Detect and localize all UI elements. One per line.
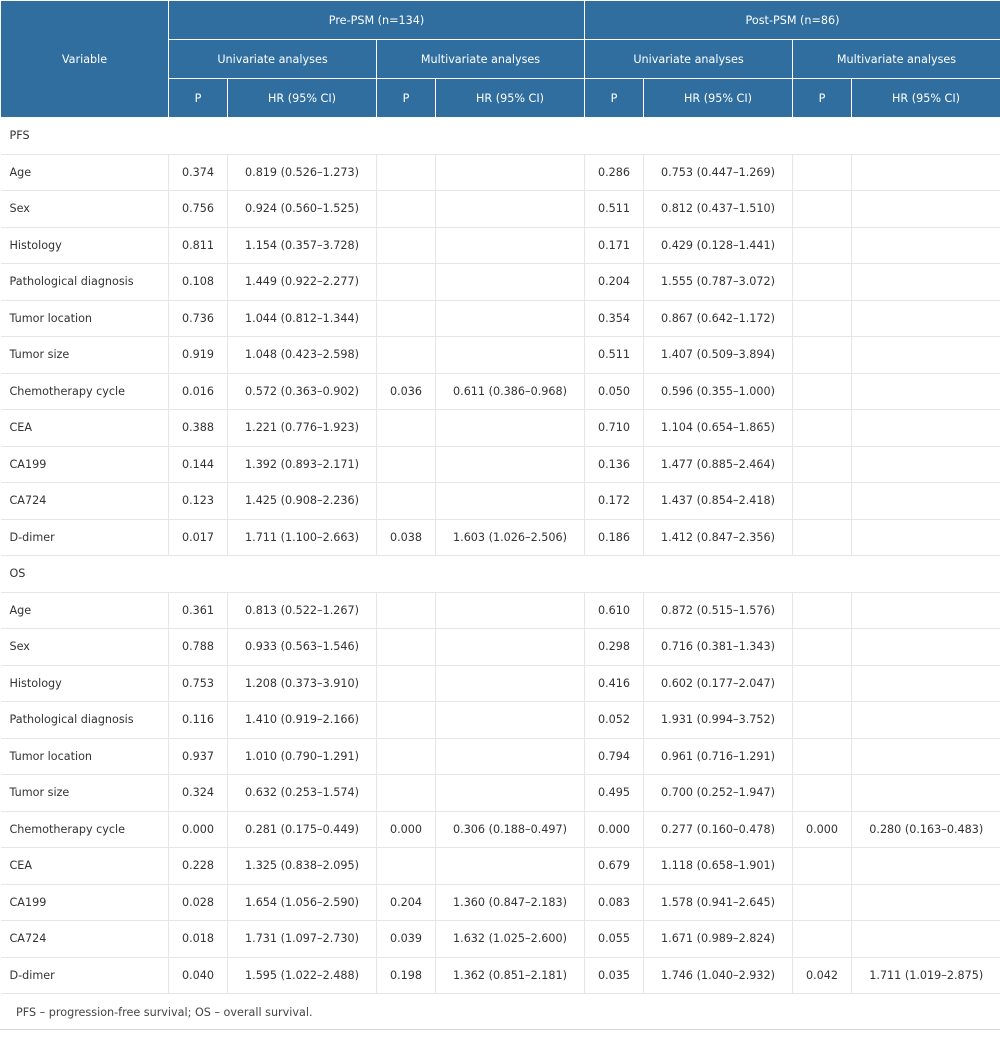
footnote: PFS – progression-free survival; OS – overall survival. [0, 994, 1000, 1030]
pre-multivariate-hr-cell [436, 775, 585, 812]
pre-univariate-p-cell: 0.018 [169, 921, 228, 958]
pre-multivariate-p-cell [377, 629, 436, 666]
pre-univariate-p-cell: 0.017 [169, 519, 228, 556]
table-row [1, 811, 1000, 848]
pre-univariate-p-cell: 0.123 [169, 483, 228, 520]
pre-multivariate-hr-cell: 0.611 (0.386–0.968) [436, 373, 585, 410]
pre-multivariate-p-cell [377, 264, 436, 301]
table-row [1, 446, 1000, 483]
pre-psm-header: Pre-PSM (n=134) [169, 1, 585, 40]
post-multivariate-p-cell [793, 702, 852, 739]
section-label: OS [1, 556, 1000, 593]
pre-multivariate-hr-cell [436, 410, 585, 447]
pre-multivariate-p-cell [377, 665, 436, 702]
p-header: P [585, 79, 644, 118]
hr-header: HR (95% CI) [436, 79, 585, 118]
pre-univariate-hr-cell: 1.208 (0.373–3.910) [228, 665, 377, 702]
post-multivariate-p-cell [793, 410, 852, 447]
post-univariate-hr-cell: 1.477 (0.885–2.464) [644, 446, 793, 483]
pre-multivariate-p-cell [377, 337, 436, 374]
table-row [1, 738, 1000, 775]
post-univariate-hr-cell: 1.118 (0.658–1.901) [644, 848, 793, 885]
pre-univariate-hr-cell: 1.154 (0.357–3.728) [228, 227, 377, 264]
p-header: P [793, 79, 852, 118]
table-row [1, 702, 1000, 739]
variable-cell: CA724 [1, 483, 169, 520]
pre-multivariate-hr-cell [436, 738, 585, 775]
post-univariate-p-cell: 0.298 [585, 629, 644, 666]
post-univariate-hr-cell: 1.407 (0.509–3.894) [644, 337, 793, 374]
pre-univariate-p-cell: 0.811 [169, 227, 228, 264]
table-row [1, 629, 1000, 666]
pre-multivariate-p-cell [377, 848, 436, 885]
pre-univariate-hr-cell: 1.048 (0.423–2.598) [228, 337, 377, 374]
post-univariate-hr-cell: 0.872 (0.515–1.576) [644, 592, 793, 629]
pre-univariate-hr-cell: 0.281 (0.175–0.449) [228, 811, 377, 848]
post-multivariate-hr-cell [852, 300, 1000, 337]
pre-multivariate-hr-cell: 1.632 (1.025–2.600) [436, 921, 585, 958]
p-header: P [377, 79, 436, 118]
pre-multivariate-p-cell: 0.036 [377, 373, 436, 410]
table-row [1, 519, 1000, 556]
pre-univariate-hr-cell: 0.813 (0.522–1.267) [228, 592, 377, 629]
pre-univariate-hr-cell: 0.632 (0.253–1.574) [228, 775, 377, 812]
post-multivariate-hr-cell [852, 702, 1000, 739]
post-multivariate-hr-cell [852, 665, 1000, 702]
table-row [1, 848, 1000, 885]
post-multivariate-hr-cell [852, 519, 1000, 556]
variable-cell: Chemotherapy cycle [1, 373, 169, 410]
pre-multivariate-p-cell: 0.000 [377, 811, 436, 848]
pre-univariate-hr-cell: 1.410 (0.919–2.166) [228, 702, 377, 739]
post-multivariate-p-cell [793, 884, 852, 921]
pre-multivariate-hr-cell [436, 227, 585, 264]
table-row [1, 921, 1000, 958]
pre-univariate-hr-cell: 1.595 (1.022–2.488) [228, 957, 377, 994]
post-multivariate-p-cell [793, 264, 852, 301]
pre-univariate-p-cell: 0.374 [169, 154, 228, 191]
hr-header: HR (95% CI) [644, 79, 793, 118]
pre-multivariate-hr-cell [436, 483, 585, 520]
post-univariate-p-cell: 0.083 [585, 884, 644, 921]
table-row [1, 483, 1000, 520]
variable-cell: CEA [1, 848, 169, 885]
pre-univariate-p-cell: 0.108 [169, 264, 228, 301]
post-multivariate-p-cell [793, 227, 852, 264]
post-multivariate-hr-cell [852, 264, 1000, 301]
pre-univariate-p-cell: 0.016 [169, 373, 228, 410]
variable-cell: CEA [1, 410, 169, 447]
pre-univariate-p-cell: 0.040 [169, 957, 228, 994]
pre-multivariate-p-cell [377, 483, 436, 520]
post-univariate-p-cell: 0.035 [585, 957, 644, 994]
pre-univariate-hr-cell: 1.221 (0.776–1.923) [228, 410, 377, 447]
pre-multivariate-p-cell [377, 446, 436, 483]
pre-univariate-p-cell: 0.144 [169, 446, 228, 483]
post-univariate-hr-cell: 1.412 (0.847–2.356) [644, 519, 793, 556]
post-multivariate-hr-cell [852, 483, 1000, 520]
post-univariate-p-cell: 0.511 [585, 337, 644, 374]
post-univariate-hr-cell: 1.931 (0.994–3.752) [644, 702, 793, 739]
pre-univariate-p-cell: 0.736 [169, 300, 228, 337]
post-multivariate-hr-cell: 1.711 (1.019–2.875) [852, 957, 1000, 994]
post-multivariate-p-cell [793, 592, 852, 629]
pre-univariate-p-cell: 0.361 [169, 592, 228, 629]
post-univariate-p-cell: 0.495 [585, 775, 644, 812]
variable-cell: Sex [1, 629, 169, 666]
post-univariate-hr-cell: 0.716 (0.381–1.343) [644, 629, 793, 666]
hr-header: HR (95% CI) [228, 79, 377, 118]
pre-multivariate-hr-cell [436, 337, 585, 374]
post-multivariate-hr-cell [852, 848, 1000, 885]
post-univariate-hr-cell: 1.555 (0.787–3.072) [644, 264, 793, 301]
post-univariate-hr-cell: 0.596 (0.355–1.000) [644, 373, 793, 410]
pre-univariate-hr-cell: 1.044 (0.812–1.344) [228, 300, 377, 337]
pre-multivariate-p-cell [377, 738, 436, 775]
section-label: PFS [1, 118, 1000, 155]
pre-multivariate-hr-cell [436, 446, 585, 483]
pre-univariate-hr-cell: 1.010 (0.790–1.291) [228, 738, 377, 775]
post-multivariate-hr-cell [852, 738, 1000, 775]
post-multivariate-header: Multivariate analyses [793, 40, 1000, 79]
post-univariate-p-cell: 0.610 [585, 592, 644, 629]
variable-cell: Tumor location [1, 300, 169, 337]
pre-multivariate-p-cell [377, 191, 436, 228]
pre-univariate-p-cell: 0.116 [169, 702, 228, 739]
post-multivariate-p-cell [793, 519, 852, 556]
section-row [1, 556, 1000, 593]
variable-cell: Pathological diagnosis [1, 702, 169, 739]
pre-univariate-p-cell: 0.937 [169, 738, 228, 775]
pre-multivariate-header: Multivariate analyses [377, 40, 585, 79]
pre-multivariate-hr-cell [436, 848, 585, 885]
post-univariate-hr-cell: 0.700 (0.252–1.947) [644, 775, 793, 812]
table-row [1, 227, 1000, 264]
variable-cell: Tumor size [1, 337, 169, 374]
post-multivariate-p-cell [793, 446, 852, 483]
post-multivariate-p-cell [793, 738, 852, 775]
pre-multivariate-hr-cell [436, 592, 585, 629]
post-multivariate-p-cell [793, 921, 852, 958]
post-univariate-p-cell: 0.511 [585, 191, 644, 228]
post-multivariate-hr-cell [852, 373, 1000, 410]
post-univariate-hr-cell: 0.753 (0.447–1.269) [644, 154, 793, 191]
post-multivariate-p-cell: 0.000 [793, 811, 852, 848]
pre-multivariate-p-cell: 0.204 [377, 884, 436, 921]
post-multivariate-p-cell [793, 483, 852, 520]
post-multivariate-hr-cell [852, 884, 1000, 921]
post-multivariate-hr-cell [852, 337, 1000, 374]
pre-multivariate-hr-cell: 1.603 (1.026–2.506) [436, 519, 585, 556]
pre-univariate-hr-cell: 1.392 (0.893–2.171) [228, 446, 377, 483]
variable-cell: Sex [1, 191, 169, 228]
post-multivariate-p-cell [793, 300, 852, 337]
variable-cell: CA199 [1, 446, 169, 483]
pre-multivariate-hr-cell: 0.306 (0.188–0.497) [436, 811, 585, 848]
post-univariate-hr-cell: 0.429 (0.128–1.441) [644, 227, 793, 264]
post-univariate-p-cell: 0.204 [585, 264, 644, 301]
pre-univariate-hr-cell: 0.819 (0.526–1.273) [228, 154, 377, 191]
variable-cell: Histology [1, 665, 169, 702]
post-univariate-hr-cell: 1.578 (0.941–2.645) [644, 884, 793, 921]
variable-cell: Tumor location [1, 738, 169, 775]
post-multivariate-p-cell [793, 154, 852, 191]
post-univariate-p-cell: 0.416 [585, 665, 644, 702]
post-multivariate-hr-cell [852, 446, 1000, 483]
variable-cell: D-dimer [1, 957, 169, 994]
post-univariate-p-cell: 0.055 [585, 921, 644, 958]
pre-multivariate-hr-cell [436, 264, 585, 301]
variable-cell: Chemotherapy cycle [1, 811, 169, 848]
post-multivariate-hr-cell [852, 921, 1000, 958]
post-univariate-p-cell: 0.679 [585, 848, 644, 885]
table-row [1, 300, 1000, 337]
pre-univariate-p-cell: 0.919 [169, 337, 228, 374]
variable-cell: CA199 [1, 884, 169, 921]
p-header: P [169, 79, 228, 118]
table-row [1, 191, 1000, 228]
variable-cell: Pathological diagnosis [1, 264, 169, 301]
post-univariate-p-cell: 0.052 [585, 702, 644, 739]
post-multivariate-hr-cell [852, 410, 1000, 447]
section-row [1, 118, 1000, 155]
table-header [1, 1, 1000, 118]
post-multivariate-p-cell [793, 775, 852, 812]
table-row [1, 154, 1000, 191]
post-multivariate-hr-cell [852, 775, 1000, 812]
pre-univariate-hr-cell: 1.449 (0.922–2.277) [228, 264, 377, 301]
pre-multivariate-p-cell [377, 410, 436, 447]
post-multivariate-p-cell [793, 191, 852, 228]
table-body [1, 118, 1000, 994]
post-multivariate-hr-cell [852, 629, 1000, 666]
post-multivariate-hr-cell [852, 592, 1000, 629]
hr-header: HR (95% CI) [852, 79, 1000, 118]
pre-multivariate-p-cell: 0.198 [377, 957, 436, 994]
post-univariate-header: Univariate analyses [585, 40, 793, 79]
post-multivariate-p-cell: 0.042 [793, 957, 852, 994]
table-row [1, 957, 1000, 994]
post-univariate-p-cell: 0.186 [585, 519, 644, 556]
pre-multivariate-p-cell: 0.038 [377, 519, 436, 556]
variable-cell: Age [1, 154, 169, 191]
pre-univariate-p-cell: 0.788 [169, 629, 228, 666]
post-multivariate-p-cell [793, 373, 852, 410]
table-row [1, 410, 1000, 447]
post-multivariate-p-cell [793, 665, 852, 702]
pre-multivariate-p-cell [377, 702, 436, 739]
pre-univariate-p-cell: 0.028 [169, 884, 228, 921]
post-univariate-p-cell: 0.136 [585, 446, 644, 483]
variable-cell: Age [1, 592, 169, 629]
pre-multivariate-p-cell [377, 775, 436, 812]
table-row [1, 373, 1000, 410]
pre-univariate-hr-cell: 0.933 (0.563–1.546) [228, 629, 377, 666]
pre-multivariate-p-cell [377, 592, 436, 629]
variable-cell: CA724 [1, 921, 169, 958]
pre-univariate-p-cell: 0.753 [169, 665, 228, 702]
post-univariate-hr-cell: 0.812 (0.437–1.510) [644, 191, 793, 228]
post-univariate-p-cell: 0.171 [585, 227, 644, 264]
post-univariate-p-cell: 0.710 [585, 410, 644, 447]
table-row [1, 775, 1000, 812]
post-multivariate-p-cell [793, 337, 852, 374]
pre-univariate-p-cell: 0.388 [169, 410, 228, 447]
pre-univariate-p-cell: 0.000 [169, 811, 228, 848]
post-univariate-hr-cell: 1.437 (0.854–2.418) [644, 483, 793, 520]
post-univariate-hr-cell: 0.277 (0.160–0.478) [644, 811, 793, 848]
post-multivariate-hr-cell [852, 227, 1000, 264]
post-univariate-hr-cell: 0.602 (0.177–2.047) [644, 665, 793, 702]
post-multivariate-p-cell [793, 848, 852, 885]
pre-multivariate-p-cell [377, 300, 436, 337]
post-multivariate-hr-cell: 0.280 (0.163–0.483) [852, 811, 1000, 848]
post-multivariate-p-cell [793, 629, 852, 666]
post-univariate-hr-cell: 1.104 (0.654–1.865) [644, 410, 793, 447]
table-row [1, 337, 1000, 374]
pre-multivariate-p-cell [377, 227, 436, 264]
post-multivariate-hr-cell [852, 191, 1000, 228]
post-univariate-hr-cell: 0.961 (0.716–1.291) [644, 738, 793, 775]
table-row [1, 884, 1000, 921]
post-univariate-p-cell: 0.050 [585, 373, 644, 410]
post-univariate-p-cell: 0.354 [585, 300, 644, 337]
post-univariate-hr-cell: 1.671 (0.989–2.824) [644, 921, 793, 958]
table-row [1, 665, 1000, 702]
table-row [1, 592, 1000, 629]
pre-univariate-p-cell: 0.228 [169, 848, 228, 885]
pre-univariate-hr-cell: 1.711 (1.100–2.663) [228, 519, 377, 556]
post-univariate-hr-cell: 1.746 (1.040–2.932) [644, 957, 793, 994]
post-multivariate-hr-cell [852, 154, 1000, 191]
pre-univariate-p-cell: 0.756 [169, 191, 228, 228]
pre-univariate-p-cell: 0.324 [169, 775, 228, 812]
pre-multivariate-p-cell: 0.039 [377, 921, 436, 958]
post-univariate-p-cell: 0.172 [585, 483, 644, 520]
pre-multivariate-hr-cell [436, 154, 585, 191]
pre-multivariate-hr-cell [436, 629, 585, 666]
pre-multivariate-hr-cell: 1.360 (0.847–2.183) [436, 884, 585, 921]
post-univariate-hr-cell: 0.867 (0.642–1.172) [644, 300, 793, 337]
pre-univariate-header: Univariate analyses [169, 40, 377, 79]
post-psm-header: Post-PSM (n=86) [585, 1, 1000, 40]
pre-univariate-hr-cell: 1.731 (1.097–2.730) [228, 921, 377, 958]
pre-univariate-hr-cell: 0.924 (0.560–1.525) [228, 191, 377, 228]
variable-cell: D-dimer [1, 519, 169, 556]
post-univariate-p-cell: 0.794 [585, 738, 644, 775]
table-row [1, 264, 1000, 301]
pre-multivariate-hr-cell [436, 191, 585, 228]
variable-header: Variable [1, 1, 169, 118]
pre-univariate-hr-cell: 1.325 (0.838–2.095) [228, 848, 377, 885]
pre-multivariate-hr-cell [436, 702, 585, 739]
pre-univariate-hr-cell: 1.654 (1.056–2.590) [228, 884, 377, 921]
pre-multivariate-p-cell [377, 154, 436, 191]
pre-multivariate-hr-cell [436, 665, 585, 702]
post-univariate-p-cell: 0.286 [585, 154, 644, 191]
post-univariate-p-cell: 0.000 [585, 811, 644, 848]
pre-univariate-hr-cell: 0.572 (0.363–0.902) [228, 373, 377, 410]
pre-multivariate-hr-cell [436, 300, 585, 337]
pre-multivariate-hr-cell: 1.362 (0.851–2.181) [436, 957, 585, 994]
variable-cell: Histology [1, 227, 169, 264]
variable-cell: Tumor size [1, 775, 169, 812]
pre-univariate-hr-cell: 1.425 (0.908–2.236) [228, 483, 377, 520]
